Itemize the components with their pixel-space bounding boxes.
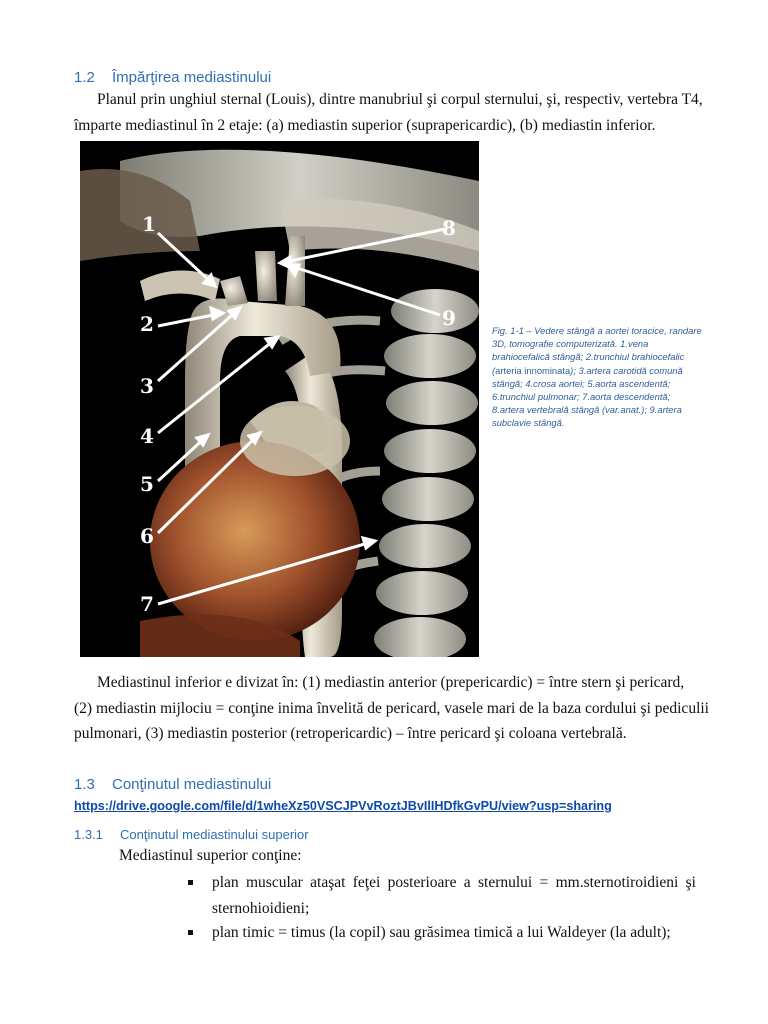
figure-caption (492, 324, 702, 430)
figure-label-4: 4 (140, 424, 154, 448)
figure-label-1: 1 (142, 212, 156, 236)
word: feţei (352, 874, 381, 891)
word: ataşat (310, 874, 346, 891)
caption-text-1: Fig. 1-1 – Vedere stângă a aortei toracice, randare 3D, tomografie computerizată. 1.vena brahiocefalică stângă; 2.trunchiul brahiocefalic ( (492, 325, 702, 376)
section-title: Împărţirea mediastinului (112, 69, 272, 86)
aorta-3d-render (80, 141, 479, 657)
section-heading-1-3-1 (74, 827, 309, 842)
section-number: 1.3.1 (74, 827, 103, 842)
caption-text-upright: arteria innominata (495, 364, 571, 376)
figure-label-2: 2 (140, 312, 154, 336)
aorta-3d-ct-figure (80, 141, 479, 657)
section-title: Conţinutul mediastinului superior (120, 827, 309, 842)
bullet-1-line-2: sternohioidieni; (212, 900, 310, 917)
section-heading-1-3 (74, 776, 271, 793)
bullet-1-line-1 (212, 870, 696, 896)
word: = (539, 874, 549, 891)
figure-label-3: 3 (140, 374, 154, 398)
word: plan (212, 874, 239, 891)
section-number: 1.2 (74, 69, 95, 86)
word: mm.sternotiroidieni (555, 874, 679, 891)
list-item (188, 920, 698, 946)
intro-line-1: Planul prin unghiul sternal (Louis), dintre manubriul şi corpul sternului, şi, respectiv, vertebra T4, (97, 91, 703, 108)
word: şi (685, 874, 696, 891)
superior-intro: Mediastinul superior conţine: (119, 847, 302, 864)
word: posterioare (387, 874, 457, 891)
figure-label-7: 7 (140, 592, 154, 616)
section-heading-1-2 (74, 69, 271, 86)
intro-line-2: împarte mediastinul în 2 etaje: (a) mediastin superior (suprapericardic), (b) mediastin inferior. (74, 117, 656, 134)
figure-label-5: 5 (140, 472, 154, 496)
list-item (188, 870, 698, 922)
bullet-icon (188, 880, 193, 885)
drive-link[interactable]: https://drive.google.com/file/d/1wheXz50VSCJPVvRoztJBvIlIHDfkGvPU/view?usp=sharing (74, 799, 612, 813)
bullet-2-text: plan timic = timus (la copil) sau grăsimea timică a lui Waldeyer (la adult); (212, 924, 671, 941)
word: a (463, 874, 471, 891)
figure-label-9: 9 (442, 306, 456, 330)
figure-label-6: 6 (140, 524, 154, 548)
inferior-line-1: Mediastinul inferior e divizat în: (1) mediastin anterior (prepericardic) = între stern şi pericard, (97, 674, 685, 691)
inferior-line-3: pulmonari, (3) mediastin posterior (retropericardic) – între pericard şi coloana vertebrală. (74, 725, 627, 742)
figure-label-8: 8 (442, 216, 456, 240)
inferior-line-2: (2) mediastin mijlociu = conţine inima învelită de pericard, vasele mari de la baza cordului şi pediculii (74, 700, 709, 717)
word: sternului (477, 874, 533, 891)
word: muscular (246, 874, 303, 891)
section-number: 1.3 (74, 776, 95, 793)
section-title: Conţinutul mediastinului (112, 776, 272, 793)
bullet-icon (188, 930, 193, 935)
caption-text-2: ); 3.artera carotidă comună stângă; 4.crosa aortei; 5.aorta ascendentă; 6.trunchiul pulmonar; 7.aorta descendentă; 8.artera vertebrală stângă (var.anat.); 9.artera subclavie stângă. (492, 364, 683, 429)
